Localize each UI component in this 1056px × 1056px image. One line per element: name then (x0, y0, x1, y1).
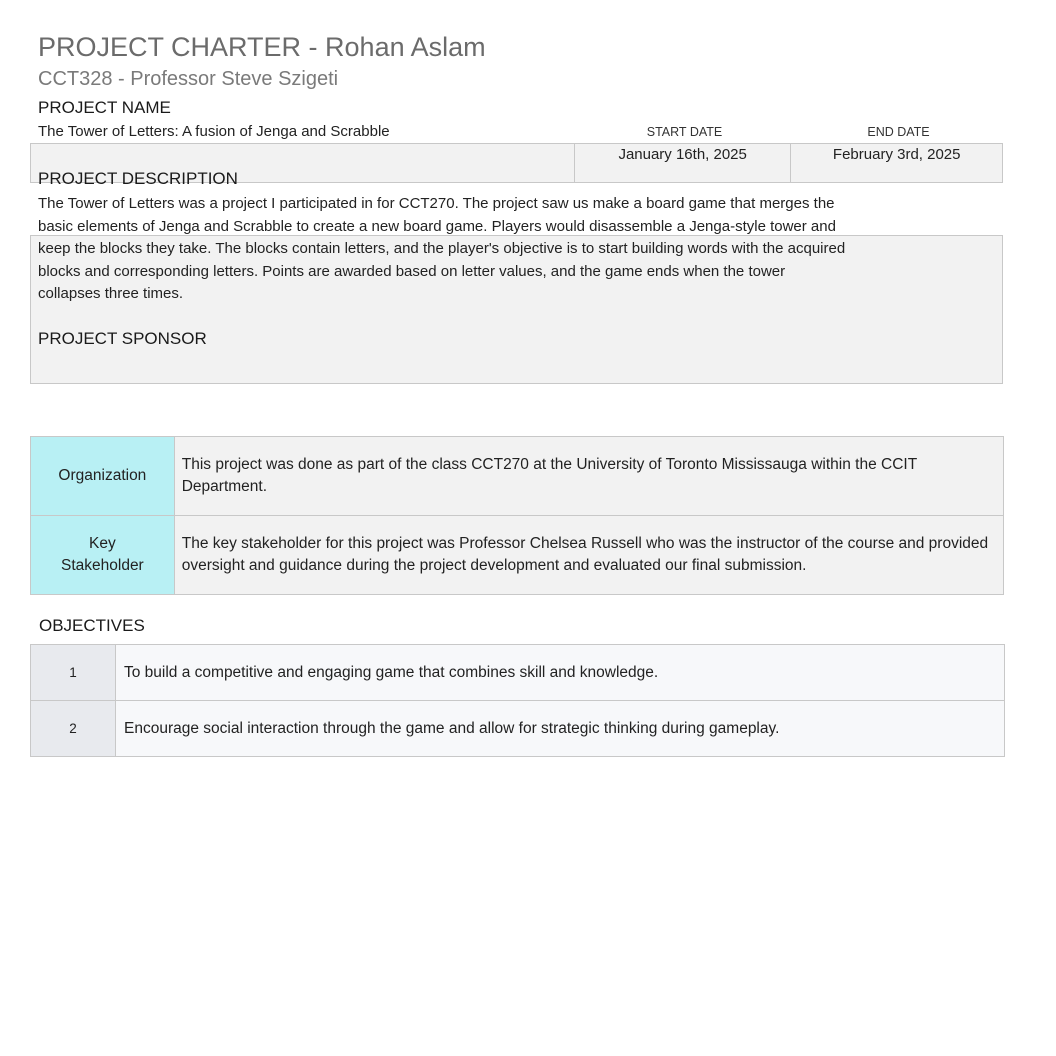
stakeholder-table (30, 436, 1004, 595)
description-line: blocks and corresponding letters. Points are awarded based on letter values, and the game ends when the tower (38, 262, 786, 280)
stakeholder-value: This project was done as part of the class CCT270 at the University of Toronto Mississauga within the CCIT Department. (174, 437, 1003, 516)
table-row (31, 516, 1004, 595)
end-date-label: END DATE (867, 125, 930, 139)
objective-text: To build a competitive and engaging game that combines skill and knowledge. (116, 645, 1005, 701)
table-row (31, 437, 1004, 516)
objective-number: 1 (31, 645, 116, 701)
start-date-label: START DATE (646, 125, 723, 139)
project-description-label: PROJECT DESCRIPTION (38, 169, 238, 188)
table-row (31, 701, 1005, 757)
end-date-value: February 3rd, 2025 (832, 146, 961, 163)
description-line: collapses three times. (38, 285, 184, 302)
project-sponsor-label: PROJECT SPONSOR (38, 329, 207, 348)
description-line: The Tower of Letters was a project I participated in for CCT270. The project saw us make a board game that merges the (38, 195, 835, 212)
page-title: PROJECT CHARTER - Rohan Aslam (38, 32, 486, 62)
page-subtitle: CCT328 - Professor Steve Szigeti (38, 68, 339, 90)
project-name-value: The Tower of Letters: A fusion of Jenga and Scrabble (38, 123, 390, 140)
project-name-label: PROJECT NAME (38, 98, 171, 117)
stakeholder-key: Organization (31, 437, 175, 516)
stakeholder-value: The key stakeholder for this project was Professor Chelsea Russell who was the instructor of the course and provided oversight and guidance during the project development and evaluated our final submission. (174, 516, 1003, 595)
stakeholder-key: Key Stakeholder (31, 516, 175, 595)
description-line: keep the blocks they take. The blocks contain letters, and the player's objective is to start building words with the acquired (38, 240, 846, 257)
objective-text: Encourage social interaction through the game and allow for strategic thinking during gameplay. (116, 701, 1005, 757)
description-line: basic elements of Jenga and Scrabble to create a new board game. Players would disassemble a Jenga-style tower and (38, 217, 836, 235)
objectives-label: OBJECTIVES (39, 616, 145, 635)
start-date-value: January 16th, 2025 (575, 144, 792, 182)
project-description-text (38, 193, 1003, 306)
table-row (31, 645, 1005, 701)
objectives-table (30, 644, 1005, 757)
objective-number: 2 (31, 701, 116, 757)
